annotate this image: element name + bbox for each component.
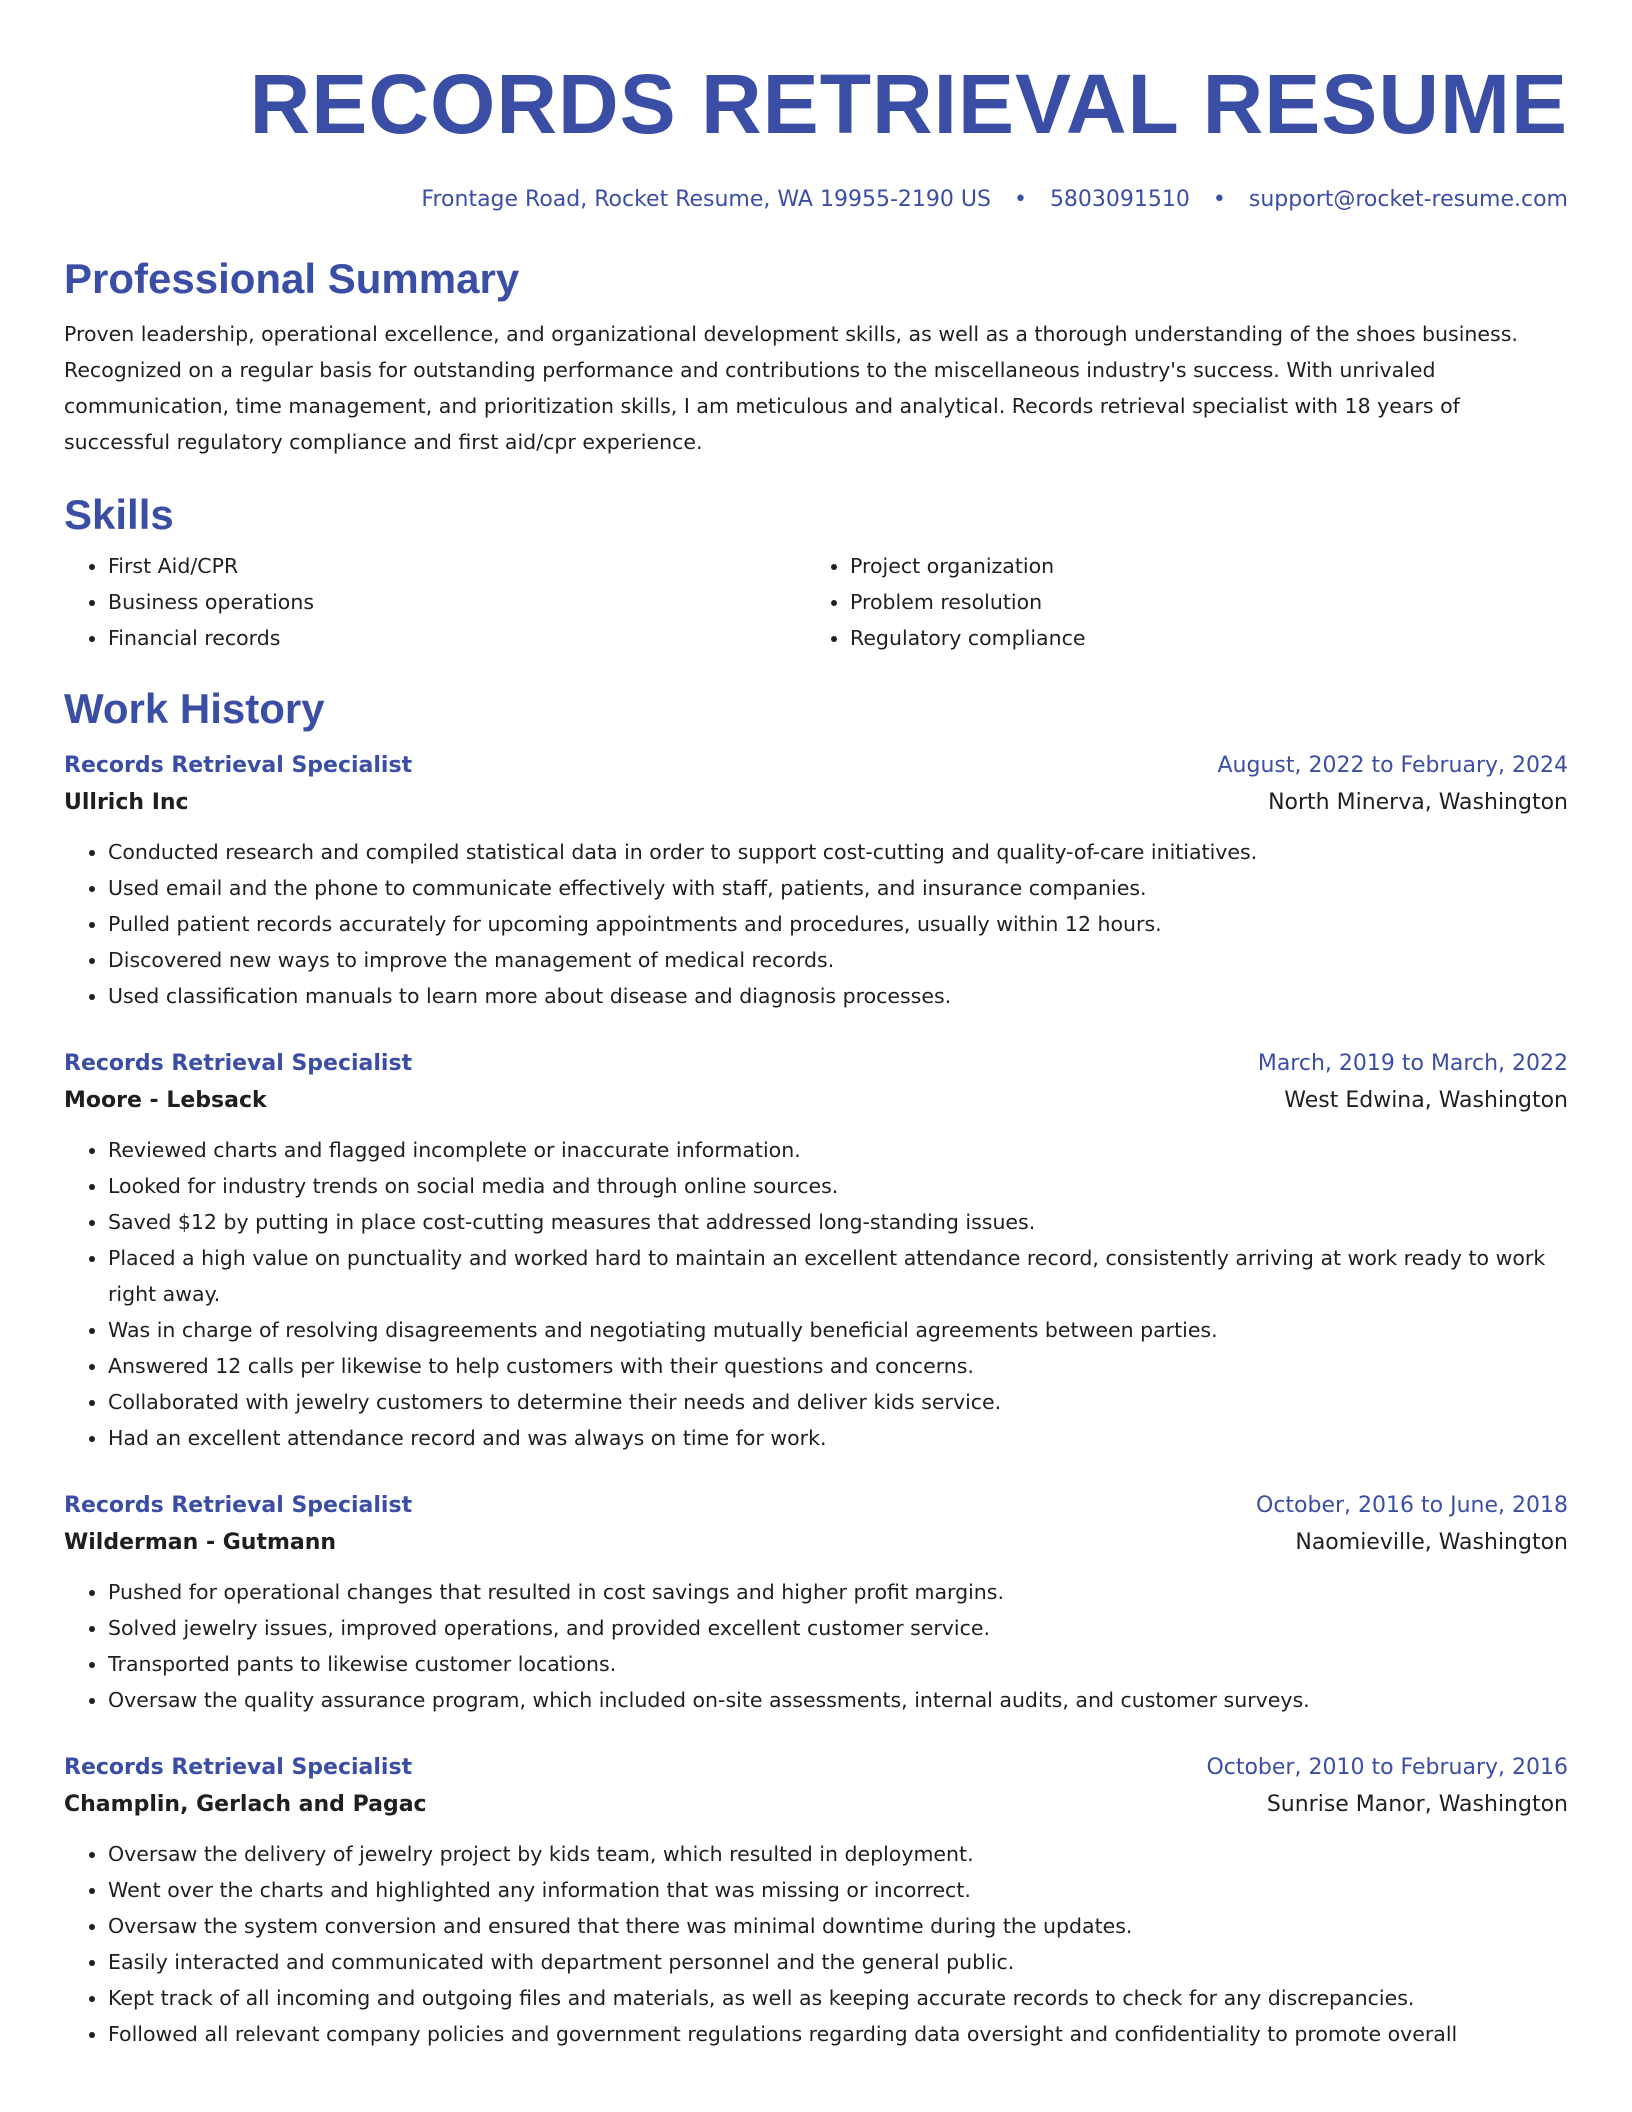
skills-column-right xyxy=(806,548,1548,656)
job-bullet: • Pushed for operational changes that resulted in cost savings and higher profit margins. xyxy=(108,1574,1568,1610)
job-title: Records Retrieval Specialist xyxy=(64,1755,413,1780)
job-dates: August, 2022 to February, 2024 xyxy=(1217,753,1568,778)
job-bullets xyxy=(64,834,1568,1014)
job-company: Ullrich Inc xyxy=(64,790,189,815)
job-bullet: • Discovered new ways to improve the management of medical records. xyxy=(108,942,1568,978)
contact-address: Frontage Road, Rocket Resume, WA 19955-2190 US xyxy=(421,187,991,212)
job-bullet: • Pulled patient records accurately for upcoming appointments and procedures, usually within 12 hours. xyxy=(108,906,1568,942)
job-company: Moore - Lebsack xyxy=(64,1088,267,1113)
job-bullet: • Oversaw the system conversion and ensured that there was minimal downtime during the updates. xyxy=(108,1908,1568,1944)
skill-item: • Financial records xyxy=(108,620,806,656)
job-bullet: • Had an excellent attendance record and was always on time for work. xyxy=(108,1420,1568,1456)
job-bullet: • Reviewed charts and flagged incomplete or inaccurate information. xyxy=(108,1132,1568,1168)
skills-heading: Skills xyxy=(64,491,174,538)
job-bullet: • Oversaw the quality assurance program, which included on-site assessments, internal audits, and customer surveys. xyxy=(108,1682,1568,1718)
job-title: Records Retrieval Specialist xyxy=(64,1051,413,1076)
skill-item: • Business operations xyxy=(108,584,806,620)
job-location: Sunrise Manor, Washington xyxy=(1266,1792,1568,1817)
job-dates: March, 2019 to March, 2022 xyxy=(1257,1051,1568,1076)
work-history-section xyxy=(64,684,1568,2052)
job-entry xyxy=(64,1488,1568,1718)
job-bullet: • Was in charge of resolving disagreements and negotiating mutually beneficial agreements between parties. xyxy=(108,1312,1568,1348)
skill-item: • Regulatory compliance xyxy=(850,620,1548,656)
job-bullet: • Saved $12 by putting in place cost-cutting measures that addressed long-standing issues. xyxy=(108,1204,1568,1240)
job-bullet: • Kept track of all incoming and outgoing files and materials, as well as keeping accurate records to check for any discrepancies. xyxy=(108,1980,1568,2016)
summary-section xyxy=(64,254,1568,460)
job-entry xyxy=(64,1750,1568,2052)
summary-heading: Professional Summary xyxy=(64,255,520,302)
job-bullet: • Looked for industry trends on social media and through online sources. xyxy=(108,1168,1568,1204)
skills-section xyxy=(64,490,1568,656)
job-bullets xyxy=(64,1574,1568,1718)
job-company: Champlin, Gerlach and Pagac xyxy=(64,1792,427,1817)
job-bullet: • Solved jewelry issues, improved operations, and provided excellent customer service. xyxy=(108,1610,1568,1646)
contact-email: support@rocket-resume.com xyxy=(1248,187,1568,212)
job-bullet: • Easily interacted and communicated with department personnel and the general public. xyxy=(108,1944,1568,1980)
job-bullets xyxy=(64,1132,1568,1456)
job-company: Wilderman - Gutmann xyxy=(64,1530,337,1555)
job-title: Records Retrieval Specialist xyxy=(64,753,413,778)
resume-header xyxy=(64,56,1568,214)
contact-separator: • xyxy=(1212,187,1226,212)
skills-column-left xyxy=(64,548,806,656)
contact-separator: • xyxy=(1013,187,1027,212)
resume-name: RECORDS RETRIEVAL RESUME xyxy=(249,57,1568,151)
contact-line xyxy=(64,186,1568,214)
job-entry xyxy=(64,1046,1568,1456)
job-dates: October, 2010 to February, 2016 xyxy=(1206,1755,1568,1780)
resume-page xyxy=(64,0,1568,2052)
work-history-heading: Work History xyxy=(64,685,325,732)
skill-item: • First Aid/CPR xyxy=(108,548,806,584)
job-bullet: • Answered 12 calls per likewise to help customers with their questions and concerns. xyxy=(108,1348,1568,1384)
job-entry xyxy=(64,748,1568,1014)
contact-phone: 5803091510 xyxy=(1049,187,1190,212)
job-bullet: • Collaborated with jewelry customers to determine their needs and deliver kids service. xyxy=(108,1384,1568,1420)
job-bullet: • Placed a high value on punctuality and worked hard to maintain an excellent attendance record, consistently arriving at work ready to work right away. xyxy=(108,1240,1568,1312)
job-bullet: • Used email and the phone to communicate effectively with staff, patients, and insurance companies. xyxy=(108,870,1568,906)
job-dates: October, 2016 to June, 2018 xyxy=(1256,1493,1568,1518)
job-bullet: • Transported pants to likewise customer locations. xyxy=(108,1646,1568,1682)
job-location: Naomieville, Washington xyxy=(1295,1530,1568,1555)
job-bullet: • Used classification manuals to learn more about disease and diagnosis processes. xyxy=(108,978,1568,1014)
job-location: North Minerva, Washington xyxy=(1268,790,1568,815)
summary-text: Proven leadership, operational excellence, and organizational development skills, as well as a thorough understanding of the shoes business. Recognized on a regular basis for outstanding performance and contributions to the miscellaneous industry's success. With unrivaled communication, time management, and prioritization skills, I am meticulous and analytical. Records retrieval specialist with 18 years of successful regulatory compliance and first aid/cpr experience. xyxy=(64,322,1518,454)
job-bullet: • Went over the charts and highlighted any information that was missing or incorrect. xyxy=(108,1872,1568,1908)
skill-item: • Problem resolution xyxy=(850,584,1548,620)
job-title: Records Retrieval Specialist xyxy=(64,1493,413,1518)
job-bullets xyxy=(64,1836,1568,2052)
job-bullet: • Oversaw the delivery of jewelry project by kids team, which resulted in deployment. xyxy=(108,1836,1568,1872)
skill-item: • Project organization xyxy=(850,548,1548,584)
job-location: West Edwina, Washington xyxy=(1284,1088,1568,1113)
skills-list xyxy=(64,548,1568,656)
job-bullet: • Followed all relevant company policies and government regulations regarding data oversight and confidentiality to promote overall xyxy=(108,2016,1568,2052)
job-bullet: • Conducted research and compiled statistical data in order to support cost-cutting and quality-of-care initiatives. xyxy=(108,834,1568,870)
